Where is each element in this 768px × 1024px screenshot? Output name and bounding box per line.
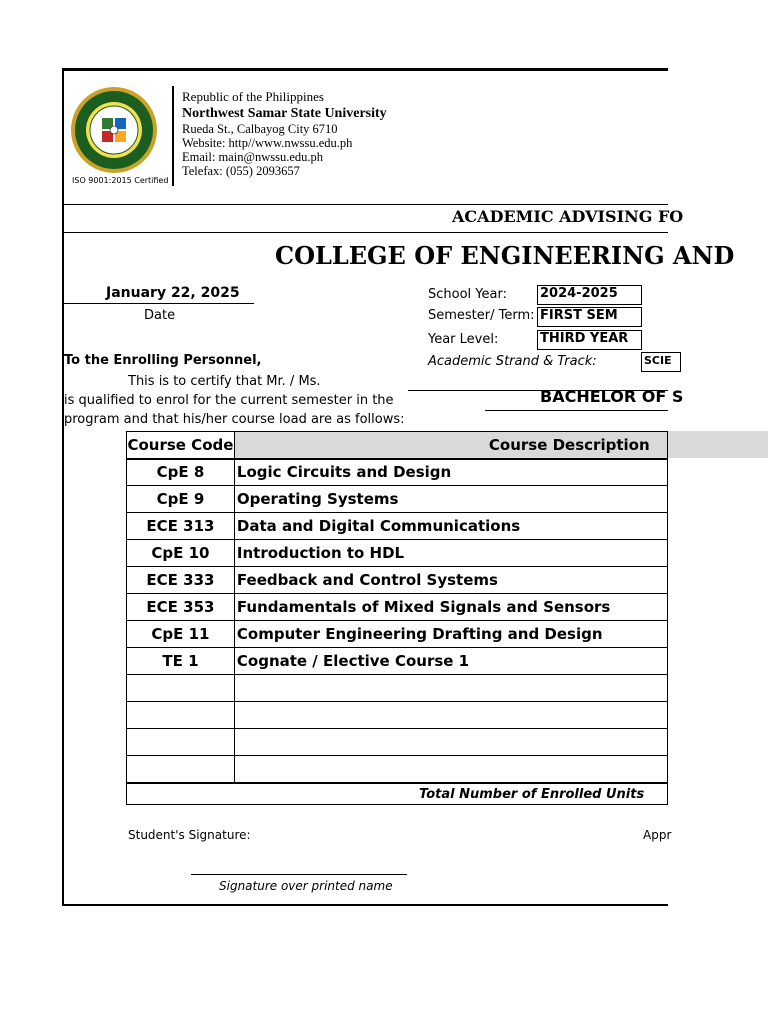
course-description-cell: Logic Circuits and Design [234,459,667,486]
course-code-cell [127,702,235,729]
header-course-code: Course Code [127,432,235,459]
date-underline [62,303,254,304]
course-code-cell: CpE 9 [127,486,235,513]
table-row [127,702,668,729]
table-row [127,567,668,594]
header-block [182,89,387,178]
strand-field[interactable]: SCIE [641,352,681,372]
program-rule-bottom [485,410,668,411]
course-description-cell: Introduction to HDL [234,540,667,567]
course-code-cell [127,675,235,702]
course-table [126,431,668,805]
semester-field[interactable]: FIRST SEM [537,307,642,327]
date-label: Date [144,308,176,323]
course-description-cell: Data and Digital Communications [234,513,667,540]
signature-line[interactable] [191,874,407,875]
salutation: To the Enrolling Personnel, [64,353,262,368]
approved-label: Appr [643,828,672,842]
table-row [127,459,668,486]
course-description-cell: Cognate / Elective Course 1 [234,648,667,675]
school-year-label: School Year: [428,287,507,302]
total-row [127,783,668,805]
date-value: January 22, 2025 [106,285,240,301]
form-title: ACADEMIC ADVISING FO [452,207,684,226]
course-description-cell: Fundamentals of Mixed Signals and Sensors [234,594,667,621]
signature-caption: Signature over printed name [219,879,393,893]
course-code-cell: TE 1 [127,648,235,675]
program-name: BACHELOR OF S [540,387,684,406]
year-level-field[interactable]: THIRD YEAR [537,330,642,350]
telefax-line: Telefax: (055) 2093657 [182,164,300,178]
course-code-cell: ECE 353 [127,594,235,621]
course-code-cell: CpE 10 [127,540,235,567]
table-header-row [127,432,668,459]
page-border-bottom [62,904,668,906]
course-code-cell [127,756,235,784]
strand-label: Academic Strand & Track: [428,354,597,369]
total-units-label [127,783,668,805]
university-name: Northwest Samar State University [182,106,387,121]
iso-certification: ISO 9001:2015 Certified [72,176,169,185]
course-code-cell [127,729,235,756]
course-code-cell: CpE 11 [127,621,235,648]
course-description-cell [234,756,667,784]
website-line: Website: http//www.nwssu.edu.ph [182,136,353,150]
header-divider [172,86,174,186]
semester-label: Semester/ Term: [428,308,535,323]
letter-line-1: This is to certify that Mr. / Ms. [128,374,321,389]
course-description-cell: Computer Engineering Drafting and Design [234,621,667,648]
course-code-cell: ECE 333 [127,567,235,594]
course-description-cell: Operating Systems [234,486,667,513]
table-row [127,756,668,784]
table-row [127,729,668,756]
course-description-cell [234,702,667,729]
page-border-top [62,68,668,71]
table-row [127,594,668,621]
year-level-label: Year Level: [428,332,499,347]
table-row [127,486,668,513]
republic-line: Republic of the Philippines [182,89,324,104]
page-border-left [62,68,64,906]
letter-line-2: is qualified to enrol for the current semester in the [64,393,394,408]
title-rule-top [62,204,668,205]
course-description-cell [234,729,667,756]
student-signature-label: Student's Signature: [128,828,251,842]
email-line: Email: main@nwssu.edu.ph [182,150,324,164]
college-title: COLLEGE OF ENGINEERING AND [275,241,735,270]
table-row [127,675,668,702]
course-description-cell: Feedback and Control Systems [234,567,667,594]
total-units-text: Total Number of Enrolled Units [419,786,645,802]
course-description-cell [234,675,667,702]
table-row [127,513,668,540]
course-code-cell: CpE 8 [127,459,235,486]
course-code-cell: ECE 313 [127,513,235,540]
table-row [127,648,668,675]
university-seal [70,86,158,174]
title-rule-bottom [62,232,668,233]
address-line: Rueda St., Calbayog City 6710 [182,122,338,136]
table-row [127,621,668,648]
letter-line-3: program and that his/her course load are as follows: [64,412,405,427]
header-course-description: Course Description [234,432,667,459]
school-year-field[interactable]: 2024-2025 [537,285,642,305]
header-double-rule [126,458,668,460]
table-row [127,540,668,567]
